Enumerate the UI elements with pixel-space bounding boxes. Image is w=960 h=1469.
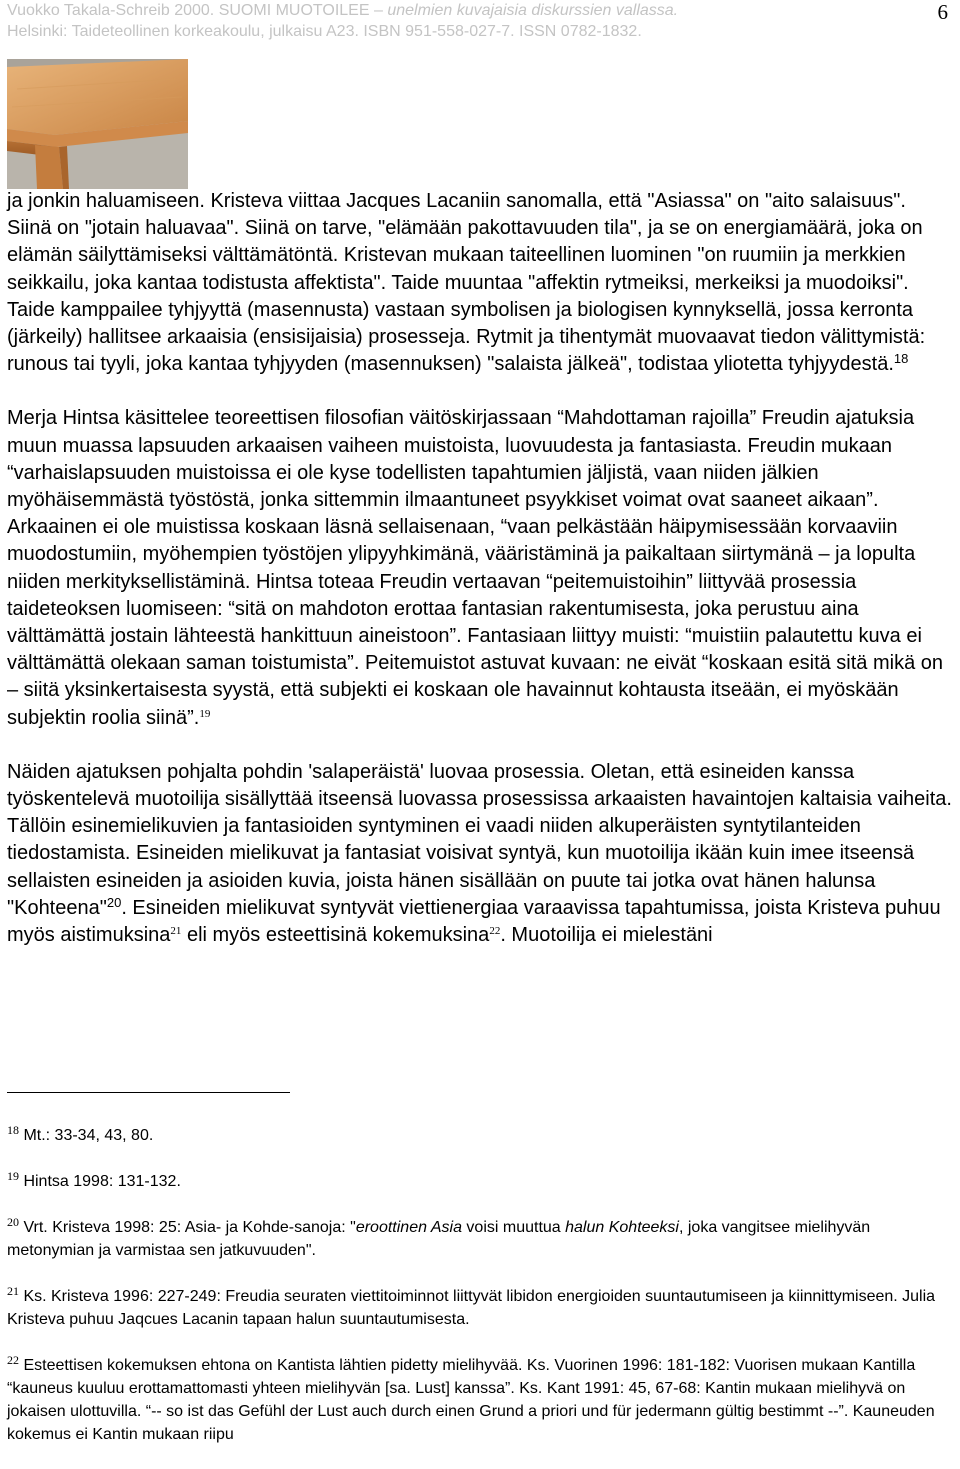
footnote-19: $^{19}$ Hintsa 1998: 131-132.: [7, 1169, 181, 1190]
footnote-20: $^{20}$ Vrt. Kristeva 1998: 25: Asia- ja Kohde-sanoja: "eroottinen Asia voisi muuttua halun Kohteeksi, joka vangitsee mielihyvän metonymian ja varmistaa sen jatkuvuuden".: [7, 1215, 871, 1259]
page-number: 6: [937, 0, 948, 24]
running-header: [7, 0, 907, 42]
header-line-2: Helsinki: Taideteollinen korkeakoulu, julkaisu A23. ISBN 951-558-027-7. ISSN 0782-1832.: [7, 23, 642, 40]
footnote-ref-22[interactable]: 22: [489, 925, 501, 938]
main-text: [7, 188, 953, 949]
footnote-ref-21[interactable]: 21: [170, 925, 182, 938]
header-line-1: Vuokko Takala-Schreib 2000. SUOMI MUOTOILEE – unelmien kuvajaisia diskurssien vallassa.: [7, 2, 679, 19]
footnote-separator: [7, 1092, 290, 1093]
footnote-18: $^{18}$ Mt.: 33-34, 43, 80.: [7, 1123, 154, 1144]
paragraph-hintsa: Merja Hintsa käsittelee teoreettisen filosofian väitöskirjassaan “Mahdottaman rajoilla” Freudin ajatuksia muun muassa lapsuuden arkaaisen vaiheen muistoista, luovuudesta ja fantasiasta. Freudin mukaan “varhaislapsuuden muistoissa ei ole kyse todellisten tapahtumien jäljistä, vaan niiden jälkien myöhäisemmästä työstöstä, jonka sittemmin ilmaantuneet psyykkiset voimat ovat saaneet aikaan”. Arkaainen ei ole muistissa koskaan läsnä sellaisenaan, “vaan pelkästään häipymisessään korvaaviin muodostumiin, myöhempien työstöjen ylipyyhkimänä, vääristäminä ja paikaltaan siirtymänä – ja lopulta niiden merkityksellistäminä. Hintsa toteaa Freudin vertaavan “peitemuistoihin” liittyvää prosessia taideteoksen luomiseen: “sitä on mahdoton erottaa fantasian rakentumisesta, joka perustuu aina välttämättä jostain lähteestä hankittuun aineistoon”. Fantasiaan liittyy muisti: “muistiin palautettu kuva ei välttämättä olekaan saman toistumista”. Peitemuistot astuvat kuvaan: ne eivät “koskaan esitä sitä mikä on – siitä yksinkertaisesta syystä, että subjekti ei koskaan ole havainnut kohtausta itseään, ei myöskään subjektin roolia siinä”.$^{19}$: [7, 407, 944, 729]
table-corner-photo: [7, 59, 188, 189]
paragraph-kristeva: ja jonkin haluamiseen. Kristeva viittaa Jacques Lacaniin sanomalla, että "Asiassa" on "aito salaisuus". Siinä on "jotain haluavaa". Siinä on tarve, "elämään pakottavuuden tila", ja se on energiamäärä, joka on elämän säilyttämiseksi välttämätöntä. Kristevan mukaan taiteellinen luominen "on ruumiin ja merkkien seikkailu, joka kantaa todistusta affektista". Taide muuntaa "affektin rytmeiksi, merkeiksi ja muodoiksi". Taide kamppailee tyhjyyttä (masennusta) vastaan symbolisen ja biologisen kynnyksellä, jossa kerronta (järkeily) hallitsee arkaaisia (ensisijaisia) prosesseja. Rytmit ja tihentymät muovaavat tiedon välittymistä: runous tai tyyli, joka kantaa tyhjyyden (masennuksen) "salaista jälkeä", todistaa yliotetta tyhjyydestä.$^{18}$: [7, 190, 926, 376]
footnote-ref-19[interactable]: 19: [199, 707, 211, 720]
footnote-ref-18[interactable]: 18: [893, 351, 909, 367]
footnote-22: $^{22}$ Esteettisen kokemuksen ehtona on Kantista lähtien pidetty mielihyvää. Ks. Vuorinen 1996: 181-182: Vuorisen mukaan Kantilla “kauneus kuuluu erottamattomasti yhteen mielihyvän [sa. Lust] kanssa”. Ks. Kant 1991: 45, 67-68: Kantin mukaan mielihyvä on jokaisen ulottuvilla. “-- so ist das Gefühl der Lust auch durch einen Grund a priori und für jedermann gültig bestimmt --”. Kauneuden kokemus ei Kantin mukaan riipu: [7, 1353, 935, 1443]
footnote-21: $^{21}$ Ks. Kristeva 1996: 227-249: Freudia seuraten viettitoiminnot liittyvät libidon energioiden suuntautumiseen ja kiinnittymiseen. Julia Kristeva puhuu Jaqcues Lacanin tapaan halun suuntautumisesta.: [7, 1284, 936, 1328]
wooden-table-corner-image: [7, 59, 188, 189]
paragraph-creative-process: Näiden ajatuksen pohjalta pohdin 'salaperäistä' luovaa prosessia. Oletan, että esineiden kanssa työskentelevä muotoilija sisällyttää itseensä luovassa prosessissa arkaaisten havaintojen kaltaisia vaiheita. Tällöin esinemielikuvien ja fantasioiden syntyminen ei vaadi niiden alkuperäisten syntytilanteiden tiedostamista. Esineiden mielikuvat ja fantasiat voisivat syntyä, kun muotoilija ikään kuin imee itseensä sellaisten esineiden ja asioiden kuvia, joista hänen sisällään on puute tai jotka ovat hänen halunsa "Kohteena"$^{20}$. Esineiden mielikuvat syntyvät viettienergiaa varaavissa tapahtumissa, joista Kristeva puhuu myös aistimuksina$^{21}$ eli myös esteettisinä kokemuksina$^{22}$. Muotoilija ei mielestäni: [7, 760, 952, 947]
footnotes: [7, 1124, 953, 1469]
footnote-ref-20[interactable]: 20: [106, 894, 122, 910]
